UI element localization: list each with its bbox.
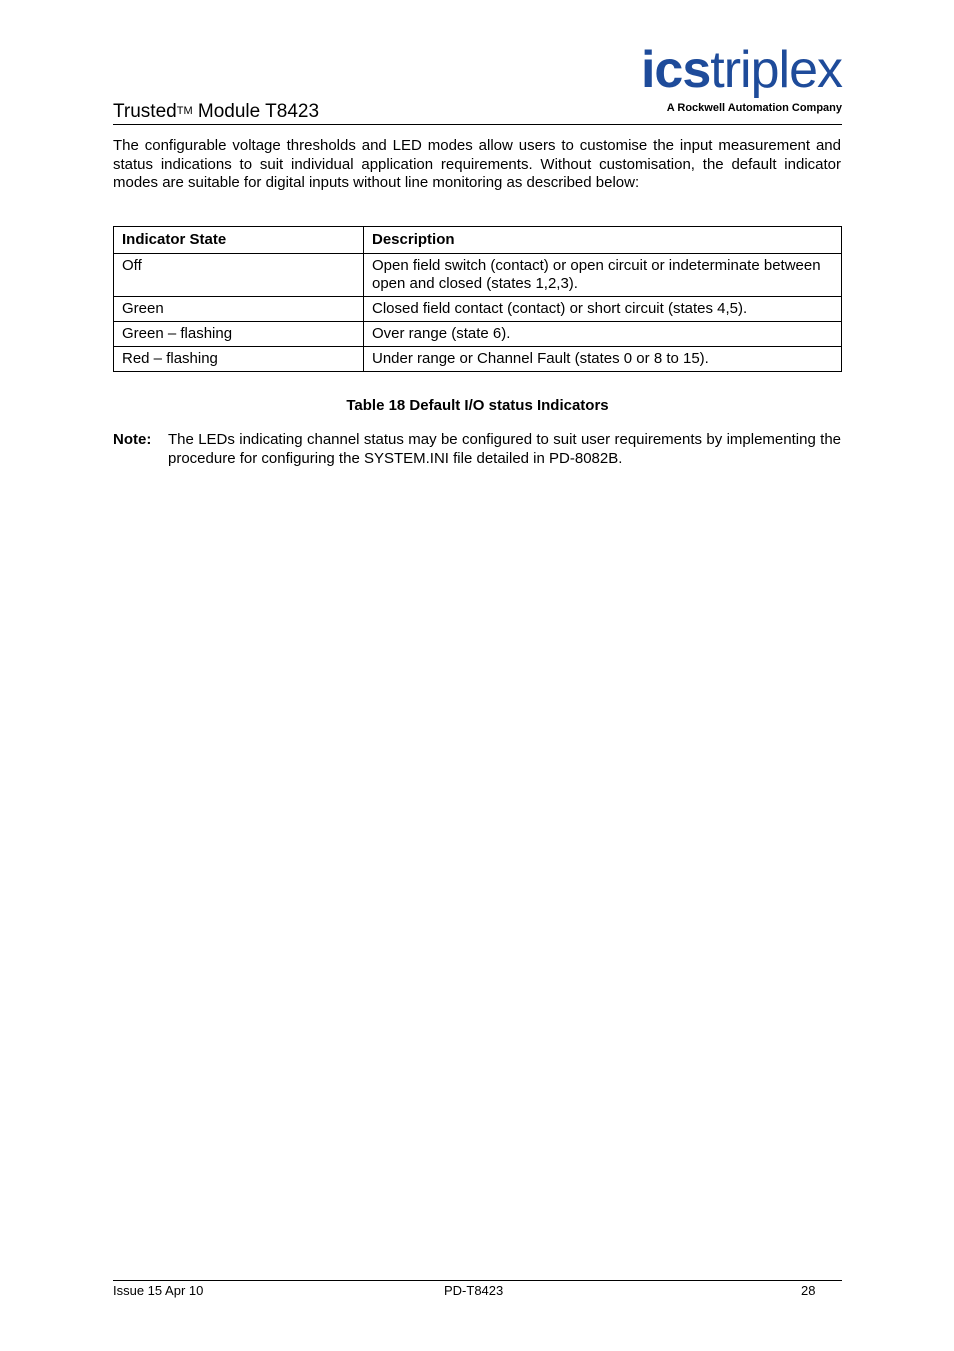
footer-issue: Issue 15 Apr 10 <box>113 1283 204 1298</box>
table-cell-state: Green – flashing <box>114 322 364 347</box>
intro-paragraph: The configurable voltage thresholds and LED modes allow users to customise the input measurement and status indications to suit individual application requirements. Without customisation, the default indicator modes are suitable for digital inputs without line monitoring as described below: <box>113 137 841 191</box>
table-cell-description: Over range (state 6). <box>364 322 842 347</box>
header-title-prefix: Trusted <box>113 101 177 122</box>
header-divider <box>113 124 842 125</box>
footer-page-number: 28 <box>801 1283 816 1298</box>
footer-document-id: PD-T8423 <box>444 1283 504 1298</box>
logo-word-triplex: triplex <box>710 41 842 99</box>
note-block <box>113 430 841 468</box>
page-header-title <box>113 100 319 124</box>
logo-tagline: A Rockwell Automation Company <box>666 102 842 114</box>
table-cell-state: Off <box>114 254 364 297</box>
note-text: The LEDs indicating channel status may be configured to suit user requirements by implementing the procedure for configuring the SYSTEM.INI file detailed in PD-8082B. <box>168 431 841 467</box>
header-title-suffix: Module T8423 <box>192 101 320 122</box>
table-cell-description: Open field switch (contact) or open circuit or indeterminate between open and closed (states 1,2,3). <box>364 254 842 297</box>
indicator-table <box>113 226 842 372</box>
table-row <box>114 297 842 322</box>
table-header-row <box>114 227 842 254</box>
ics-triplex-logo <box>606 40 846 120</box>
table-row <box>114 254 842 297</box>
table-cell-state: Red – flashing <box>114 347 364 372</box>
table-header-cell: Description <box>364 227 842 254</box>
logo-word-ics: ics <box>640 41 711 99</box>
table-cell-state: Green <box>114 297 364 322</box>
footer-divider <box>113 1280 842 1281</box>
table-cell-description: Closed field contact (contact) or short circuit (states 4,5). <box>364 297 842 322</box>
table-caption: Table 18 Default I/O status Indicators <box>346 397 609 414</box>
table-row <box>114 322 842 347</box>
note-label: Note: <box>113 431 152 448</box>
trademark-superscript: TM <box>176 105 193 117</box>
logo-wordmark <box>641 40 842 100</box>
table-cell-description: Under range or Channel Fault (states 0 or 8 to 15). <box>364 347 842 372</box>
table-row <box>114 347 842 372</box>
table-header-cell: Indicator State <box>114 227 364 254</box>
